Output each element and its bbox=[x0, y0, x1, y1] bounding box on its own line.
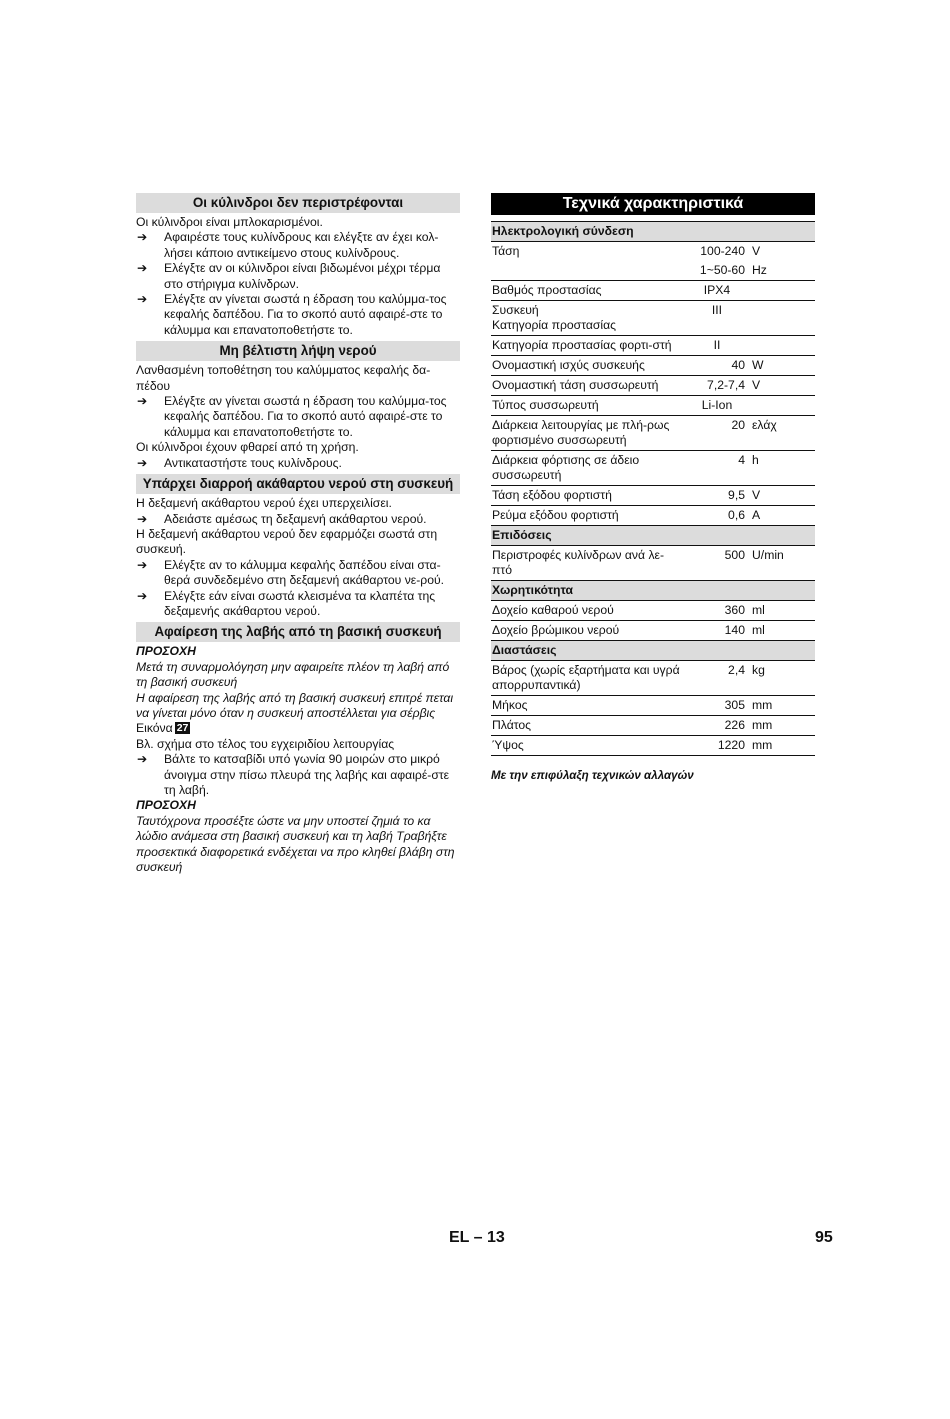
bullet-item: ➔ Αντικαταστήστε τους κυλίνδρους. bbox=[137, 455, 342, 470]
spec-value: IPX4 bbox=[682, 281, 751, 301]
arrow-icon: ➔ bbox=[137, 261, 148, 276]
spec-unit: ελάχ bbox=[751, 416, 815, 451]
spec-label: Ύψος bbox=[491, 736, 682, 756]
bullet-item: ➔ Βάλτε το κατσαβίδι υπό γωνία 90 μοιρών στο μικρό άνοιγμα στην πίσω πλευρά της λαβής και αφαιρέ-στε τη λαβή. bbox=[137, 752, 450, 797]
caution-label: ΠΡΟΣΟΧΗ bbox=[136, 798, 196, 813]
arrow-icon: ➔ bbox=[137, 752, 148, 767]
spec-label: Διάρκεια λειτουργίας με πλή-ρως φορτισμένο συσσωρευτή bbox=[491, 416, 682, 451]
spec-group-header bbox=[491, 581, 815, 601]
spec-row bbox=[491, 301, 815, 336]
section-heading-dirty-water-leak: Υπάρχει διαρροή ακάθαρτου νερού στη συσκευή bbox=[136, 474, 460, 494]
spec-unit: V bbox=[751, 376, 815, 396]
spec-value: 20 bbox=[682, 416, 751, 451]
page-number: 95 bbox=[815, 1229, 833, 1246]
spec-label: Δοχείο καθαρού νερού bbox=[491, 601, 682, 621]
spec-label: Κατηγορία προστασίας φορτι-στή bbox=[491, 336, 682, 356]
spec-value: 100-240 bbox=[700, 244, 745, 258]
spec-value: Li-Ion bbox=[682, 396, 751, 416]
spec-value: 0,6 bbox=[682, 506, 751, 526]
spec-group-label: Χωρητικότητα bbox=[491, 581, 815, 601]
cause-text: Οι κύλινδροι έχουν φθαρεί από τη χρήση. bbox=[136, 440, 359, 455]
spec-row bbox=[491, 451, 815, 486]
spec-row bbox=[491, 621, 815, 641]
spec-group-header bbox=[491, 526, 815, 546]
spec-unit: mm bbox=[751, 716, 815, 736]
bullet-item: ➔ Ελέγξτε αν οι κύλινδροι είναι βιδωμένοι μέχρι τέρμα στο στήριγμα κυλίνδρων. bbox=[137, 261, 441, 291]
spec-label: Τάση bbox=[492, 244, 520, 258]
arrow-icon: ➔ bbox=[137, 230, 148, 245]
spec-label: Τύπος συσσωρευτή bbox=[491, 396, 682, 416]
spec-row bbox=[491, 336, 815, 356]
spec-unit: ml bbox=[751, 621, 815, 641]
spec-group-header bbox=[491, 222, 815, 242]
spec-group-label: Ηλεκτρολογική σύνδεση bbox=[491, 222, 815, 242]
spec-row bbox=[491, 736, 815, 756]
caution-text: Μετά τη συναρμολόγηση μην αφαιρείτε πλέον τη λαβή από τη βασική συσκευή bbox=[136, 659, 450, 690]
spec-unit: U/min bbox=[751, 546, 815, 581]
spec-unit: W bbox=[751, 356, 815, 376]
spec-group-header bbox=[491, 641, 815, 661]
spec-unit: V bbox=[752, 244, 761, 258]
bullet-item: ➔ Ελέγξτε αν γίνεται σωστά η έδραση του καλύμμα-τος κεφαλής δαπέδου. Για το σκοπό αυτό αφαιρέ-στε το κάλυμμα και επανατοποθετήστε το. bbox=[137, 292, 447, 337]
spec-unit: Hz bbox=[751, 261, 815, 281]
spec-row bbox=[491, 376, 815, 396]
spec-value: 500 bbox=[682, 546, 751, 581]
see-figure-text: Βλ. σχήμα στο τέλος του εγχειριδίου λειτουργίας bbox=[136, 736, 395, 751]
bullet-item: ➔ Ελέγξτε αν γίνεται σωστά η έδραση του καλύμμα-τος κεφαλής δαπέδου. Για το σκοπό αυτό αφαιρέ-στε το κάλυμμα και επανατοποθετήστε το. bbox=[137, 394, 447, 439]
spec-row bbox=[491, 486, 815, 506]
arrow-icon: ➔ bbox=[137, 511, 148, 526]
spec-value: 4 bbox=[682, 451, 751, 486]
footer-code: EL – 13 bbox=[449, 1229, 505, 1246]
spec-unit bbox=[751, 336, 815, 356]
spec-label: Διάρκεια φόρτισης σε άδειο συσσωρευτή bbox=[491, 451, 682, 486]
spec-value: 1220 bbox=[682, 736, 751, 756]
spec-unit: A bbox=[751, 506, 815, 526]
technical-data-title: Τεχνικά χαρακτηριστικά bbox=[491, 193, 815, 215]
bullet-item: ➔ Ελέγξτε αν το κάλυμμα κεφαλής δαπέδου είναι στα-θερά συνδεδεμένο στη δεξαμενή ακάθαρτου νε-ρού. bbox=[137, 557, 445, 588]
spec-unit: kg bbox=[751, 661, 815, 696]
spec-row bbox=[491, 281, 815, 301]
section-heading-water-pickup: Μη βέλτιστη λήψη νερού bbox=[136, 341, 460, 361]
spec-row bbox=[491, 416, 815, 451]
spec-unit bbox=[751, 281, 815, 301]
right-column bbox=[491, 193, 815, 795]
bullet-item: ➔ Αφαιρέστε τους κυλίνδρους και ελέγξτε αν έχει κολ-λήσει κάποιο αντικείμενο στους κυλίνδρους. bbox=[137, 230, 439, 260]
cause-text: Η δεξαμενή ακάθαρτου νερού δεν εφαρμόζει σωστά στη συσκευή. bbox=[136, 526, 438, 557]
cause-text: Η δεξαμενή ακάθαρτου νερού έχει υπερχειλίσει. bbox=[136, 496, 392, 511]
spec-row bbox=[491, 601, 815, 621]
spec-label: Ονομαστική τάση συσσωρευτή bbox=[491, 376, 682, 396]
spec-row bbox=[491, 696, 815, 716]
spec-unit: V bbox=[751, 486, 815, 506]
spec-group-label: Επιδόσεις bbox=[491, 526, 815, 546]
spec-value: 305 bbox=[682, 696, 751, 716]
spec-label: Δοχείο βρώμικου νερού bbox=[491, 621, 682, 641]
spec-value: 1~50-60 bbox=[682, 261, 751, 281]
spec-label: Μήκος bbox=[491, 696, 682, 716]
spec-label: Ρεύμα εξόδου φορτιστή bbox=[491, 506, 682, 526]
figure-reference: Εικόνα 27 bbox=[136, 721, 189, 736]
caution-label: ΠΡΟΣΟΧΗ bbox=[136, 644, 196, 659]
caution-text: Ταυτόχρονα προσέξτε ώστε να μην υποστεί ζημιά το κα λώδιο ανάμεσα στη βασική συσκευή και τη λαβή Τραβήξτε προσεκτικά διαφορετικά ενδέχεται να προ κληθεί βλάβη στη συσκευή bbox=[136, 813, 455, 875]
arrow-icon: ➔ bbox=[137, 588, 148, 603]
spec-table bbox=[491, 221, 815, 756]
spec-value: III bbox=[682, 301, 751, 336]
spec-row bbox=[491, 242, 815, 262]
arrow-icon: ➔ bbox=[137, 394, 148, 409]
spec-label: Βαθμός προστασίας bbox=[491, 281, 682, 301]
spec-label: Βάρος (χωρίς εξαρτήματα και υγρά απορρυπαντικά) bbox=[491, 661, 682, 696]
spec-value: 9,5 bbox=[682, 486, 751, 506]
spec-group-label: Διαστάσεις bbox=[491, 641, 815, 661]
spec-value: 360 bbox=[682, 601, 751, 621]
bullet-item: ➔ Ελέγξτε εάν είναι σωστά κλεισμένα τα κλαπέτα της δεξαμενής ακάθαρτου νερού. bbox=[137, 588, 436, 618]
spec-unit: ml bbox=[751, 601, 815, 621]
spec-row bbox=[491, 396, 815, 416]
arrow-icon: ➔ bbox=[137, 455, 148, 470]
spec-value: 226 bbox=[682, 716, 751, 736]
section-heading-rollers-not-rotating: Οι κύλινδροι δεν περιστρέφονται bbox=[136, 193, 460, 213]
spec-label: Περιστροφές κυλίνδρων ανά λε-πτό bbox=[491, 546, 682, 581]
section-heading-remove-handle: Αφαίρεση της λαβής από τη βασική συσκευή bbox=[136, 622, 460, 642]
spec-row bbox=[491, 356, 815, 376]
spec-label: Συσκευή Κατηγορία προστασίας bbox=[491, 301, 682, 336]
spec-row bbox=[491, 661, 815, 696]
spec-label: Τάση εξόδου φορτιστή bbox=[491, 486, 682, 506]
spec-unit: mm bbox=[751, 696, 815, 716]
cause-text: Οι κύλινδροι είναι μπλοκαρισμένοι. bbox=[136, 215, 323, 229]
technical-changes-note: Με την επιφύλαξη τεχνικών αλλαγών bbox=[491, 769, 694, 782]
left-column bbox=[136, 193, 460, 875]
spec-row bbox=[491, 546, 815, 581]
bullet-item: ➔ Αδειάστε αμέσως τη δεξαμενή ακάθαρτου νερού. bbox=[137, 511, 427, 526]
spec-value: II bbox=[682, 336, 751, 356]
spec-value: 7,2-7,4 bbox=[682, 376, 751, 396]
spec-unit bbox=[751, 301, 815, 336]
spec-value: 40 bbox=[682, 356, 751, 376]
cause-text: Λανθασμένη τοποθέτηση του καλύμματος κεφαλής δα-πέδου bbox=[136, 363, 431, 393]
spec-unit bbox=[751, 396, 815, 416]
spec-row bbox=[491, 716, 815, 736]
spec-value: 140 bbox=[682, 621, 751, 641]
spec-label: Ονομαστική ισχύς συσκευής bbox=[491, 356, 682, 376]
spec-unit: mm bbox=[751, 736, 815, 756]
spec-label: Πλάτος bbox=[491, 716, 682, 736]
spec-row bbox=[491, 506, 815, 526]
arrow-icon: ➔ bbox=[137, 557, 148, 572]
spec-row bbox=[491, 261, 815, 281]
spec-value: 2,4 bbox=[682, 661, 751, 696]
arrow-icon: ➔ bbox=[137, 292, 148, 307]
caution-text: Η αφαίρεση της λαβής από τη βασική συσκευή επιτρέ πεται να γίνεται μόνο όταν η συσκευή αποστέλλεται για σέρβις bbox=[136, 690, 454, 720]
spec-unit: h bbox=[751, 451, 815, 486]
figure-number-badge: 27 bbox=[176, 722, 189, 735]
spec-label bbox=[491, 261, 682, 281]
